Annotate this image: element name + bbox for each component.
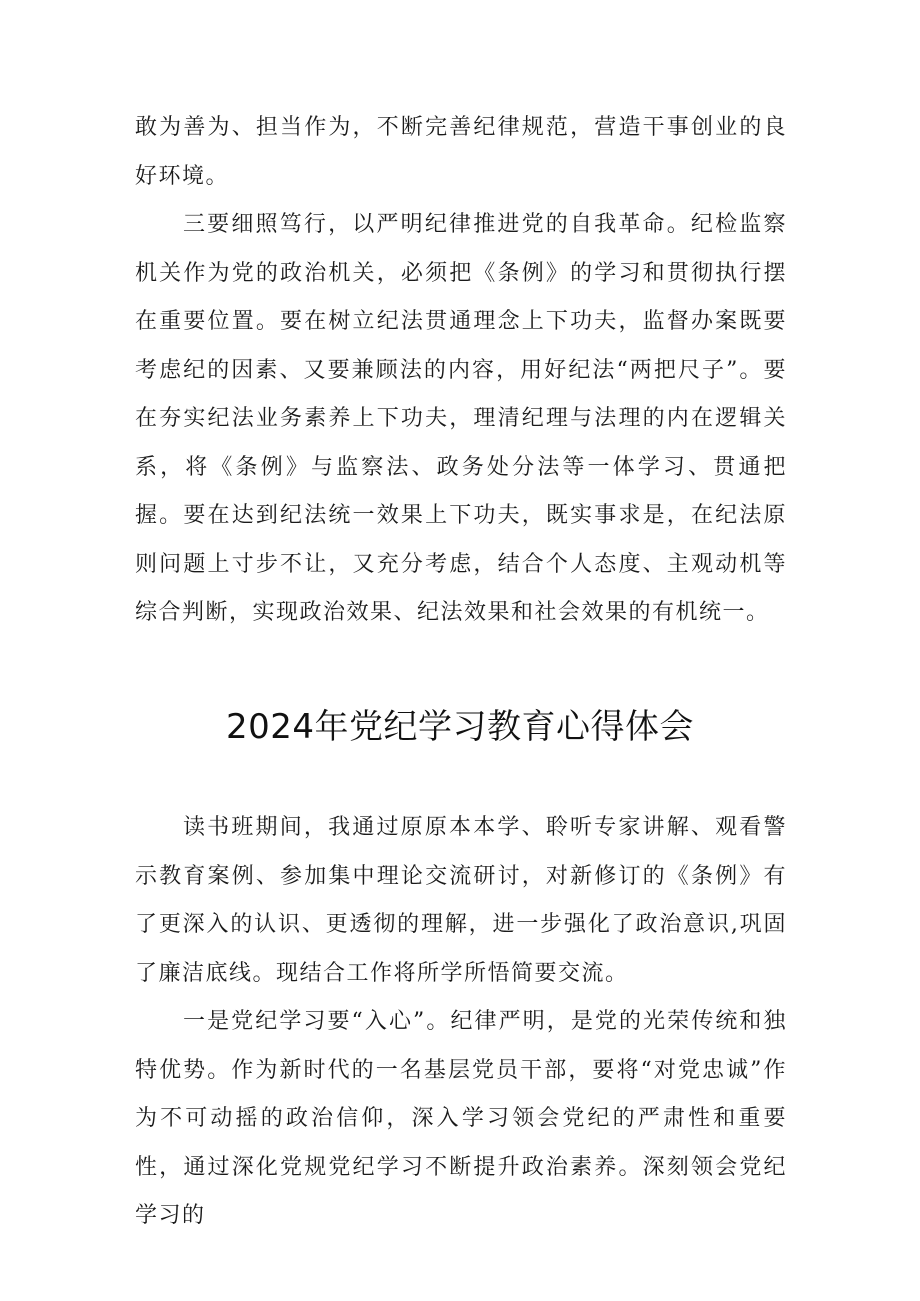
paragraph-point-three: 三要细照笃行，以严明纪律推进党的自我革命。纪检监察机关作为党的政治机关，必须把《条例》的学习和贯彻执行摆在重要位置。要在树立纪法贯通理念上下功夫，监督办案既要考虑纪的因素、又要兼顾法的内容，用好纪法“两把尺子”。要在夯实纪法业务素养上下功夫，理清纪理与法理的内在逻辑关系，将《条例》与监察法、政务处分法等一体学习、贯通把握。要在达到纪法统一效果上下功夫，既实事求是，在纪法原则问题上寸步不让，又充分考虑，结合个人态度、主观动机等综合判断，实现政治效果、纪法效果和社会效果的有机统一。 [135, 212, 787, 625]
continued-text-block [135, 104, 787, 638]
article-body [135, 804, 787, 1241]
paragraph-intro: 读书班期间，我通过原原本本学、聆听专家讲解、观看警示教育案例、参加集中理论交流研讨，对新修订的《条例》有了更深入的认识、更透彻的理解，进一步强化了政治意识,巩固了廉洁底线。现结合工作将所学所悟简要交流。 [135, 815, 787, 986]
paragraph-continued-1: 敢为善为、担当作为，不断完善纪律规范，营造干事创业的良好环境。 [135, 115, 787, 189]
document-title: 2024年党纪学习教育心得体会 [225, 707, 695, 747]
paragraph-point-one: 一是党纪学习要“入心”。纪律严明，是党的光荣传统和独特优势。作为新时代的一名基层党员干部，要将“对党忠诚”作为不可动摇的政治信仰，深入学习领会党纪的严肃性和重要性，通过深化党规党纪学习不断提升政治素养。深刻领会党纪学习的 [135, 1009, 787, 1228]
